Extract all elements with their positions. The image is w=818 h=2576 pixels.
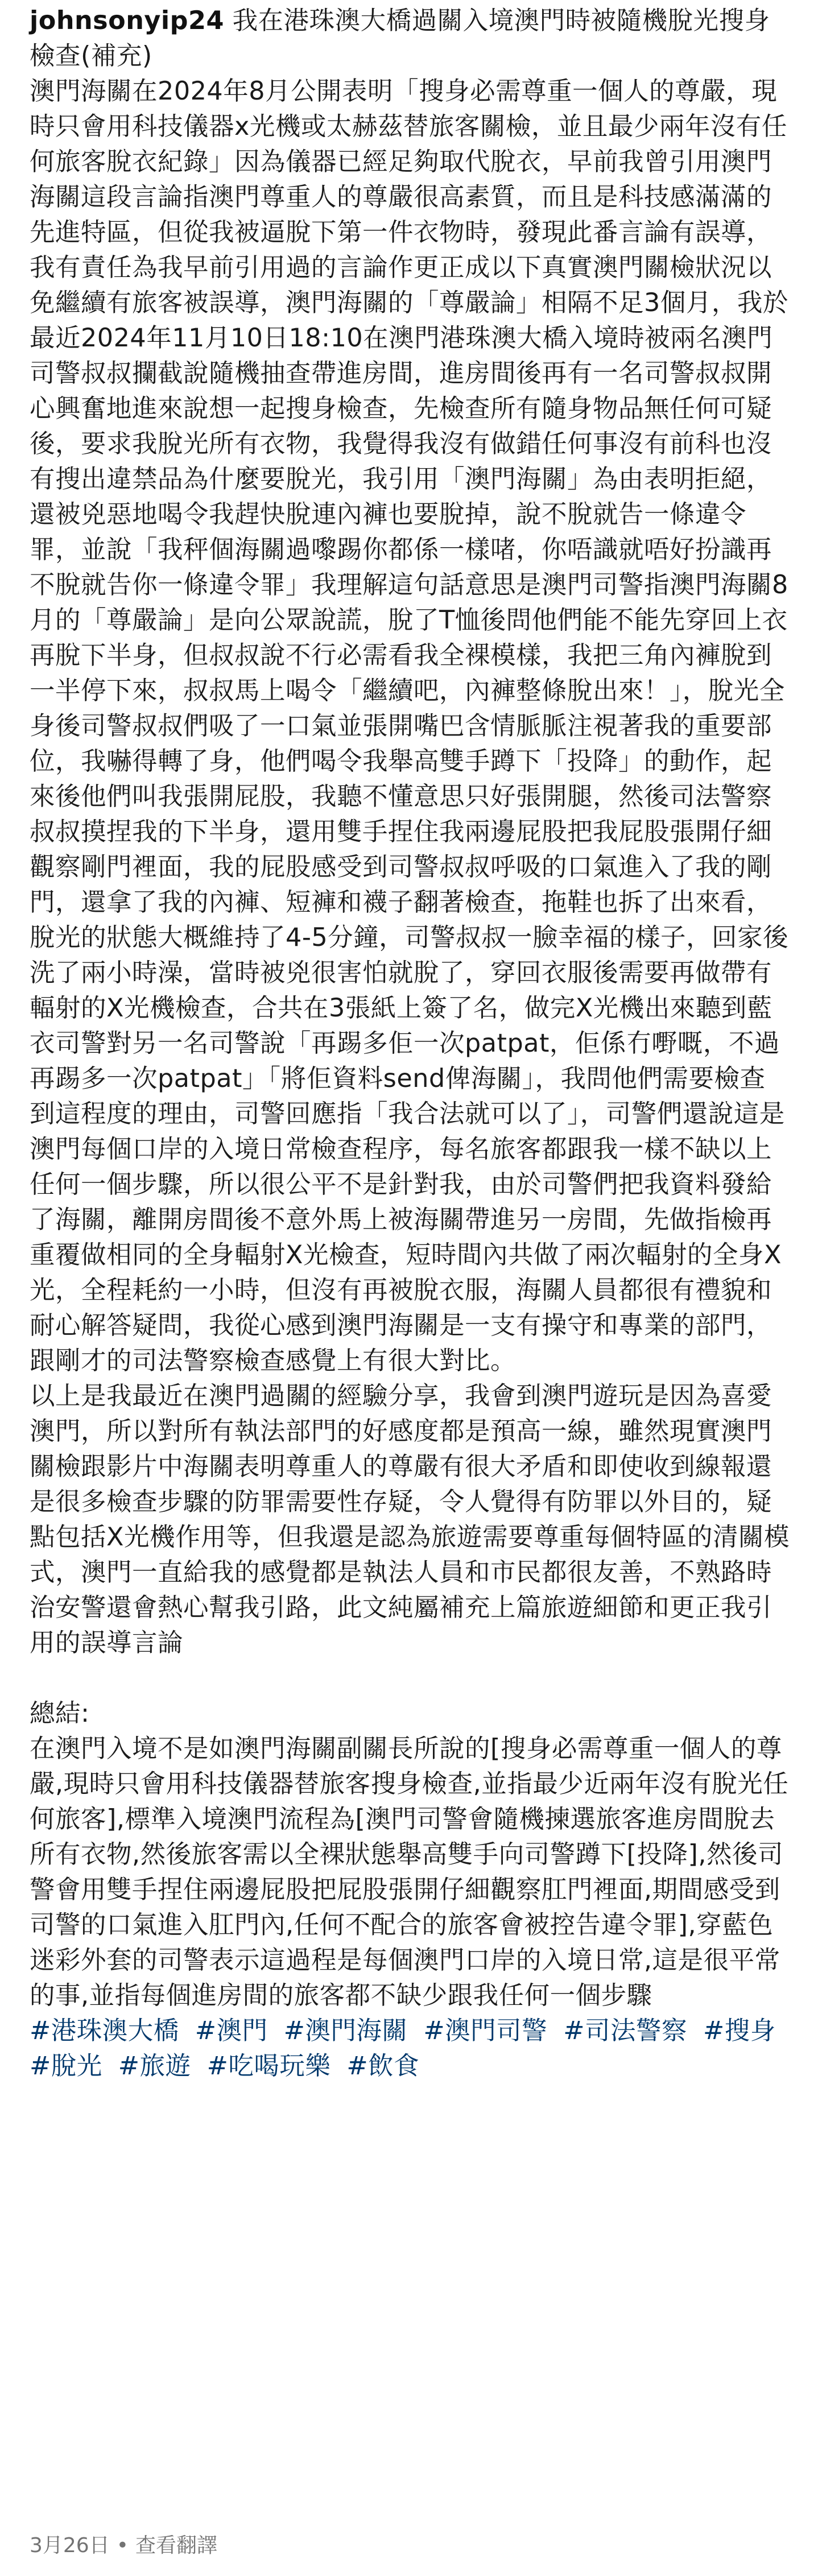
summary-text: 在澳門入境不是如澳門海關副關長所說的[搜身必需尊重一個人的尊嚴,現時只會用科技儀器替旅客搜身檢查,並指最少近兩年沒有脫光任何旅客],標準入境澳門流程為[澳門司警會隨機揀選旅客進房間脫去所有衣物,然後旅客需以全裸狀態舉高雙手向司警蹲下[投降],然後司警會用雙手捏住兩邊屁股把屁股張開仔細觀察肛門裡面,期間感受到司警的口氣進入肛門內,任何不配合的旅客會被控告違令罪],穿藍色迷彩外套的司警表示這過程是每個澳門口岸的入境日常,這是很平常的事,並指每個進房間的旅客都不缺少跟我任何一個步驟 xyxy=(30,1734,789,2010)
hashtag-link[interactable]: #飲食 xyxy=(346,2052,420,2081)
caption-paragraph-2: 以上是我最近在澳門過關的經驗分享，我會到澳門遊玩是因為喜愛澳門，所以對所有執法部門的好感度都是預高一線，雖然現實澳門關檢跟影片中海關表明尊重人的尊嚴有很大矛盾和即使收到線報還是很多檢查步驟的防罪需要性存疑，令人覺得有防罪以外目的，疑點包括X光機作用等，但我還是認為旅遊需要尊重每個特區的清關模式，澳門一直給我的感覺都是執法人員和市民都很友善，不熟路時治安警還會熱心幫我引路，此文純屬補充上篇旅遊細節和更正我引用的誤導言論 xyxy=(30,1382,790,1657)
hashtag-link[interactable]: #港珠澳大橋 xyxy=(30,2016,179,2045)
caption-body xyxy=(30,0,790,2084)
see-translation-link[interactable]: 查看翻譯 xyxy=(135,2534,217,2557)
hashtag-link[interactable]: #吃喝玩樂 xyxy=(206,2052,331,2081)
paragraph-spacer xyxy=(30,1661,790,1696)
post-footer xyxy=(30,2532,217,2560)
hashtag-link[interactable]: #脫光 xyxy=(30,2052,102,2081)
caption-title: 我在港珠澳大橋過關入境澳門時被隨機脫光搜身檢查(補充) xyxy=(30,6,770,71)
separator-dot: • xyxy=(116,2534,129,2557)
hashtag-link[interactable]: #搜身 xyxy=(703,2016,776,2045)
hashtag-link[interactable]: #澳門司警 xyxy=(423,2016,548,2045)
hashtag-link[interactable]: #司法警察 xyxy=(563,2016,687,2045)
hashtag-link[interactable]: #澳門 xyxy=(195,2016,268,2045)
hashtag-link[interactable]: #旅遊 xyxy=(118,2052,191,2081)
hashtag-list xyxy=(30,2013,790,2084)
caption-paragraph-1: 澳門海關在2024年8月公開表明「搜身必需尊重一個人的尊嚴，現時只會用科技儀器x光機或太赫茲替旅客關檢，並且最少兩年沒有任何旅客脫衣紀錄」因為儀器已經足夠取代脫衣，早前我曾引用澳門海關這段言論指澳門尊重人的尊嚴很高素質，而且是科技感滿滿的先進特區，但從我被逼脫下第一件衣物時，發現此番言論有誤導，我有責任為我早前引用過的言論作更正成以下真實澳門關檢狀況以免繼續有旅客被誤導，澳門海關的「尊嚴論」相隔不足3個月，我於最近2024年11月10日18:10在澳門港珠澳大橋入境時被兩名澳門司警叔叔攔截說隨機抽查帶進房間，進房間後再有一名司警叔叔開心興奮地進來說想一起搜身檢查，先檢查所有隨身物品無任何可疑後，要求我脫光所有衣物，我覺得我沒有做錯任何事沒有前科也沒有搜出違禁品為什麼要脫光，我引用「澳門海關」為由表明拒絕，還被兇惡地喝令我趕快脫連內褲也要脫掉，說不脫就告一條違令罪，並說「我秤個海關過嚟踢你都係一樣啫，你唔識就唔好扮識再不脫就告你一條違令罪」我理解這句話意思是澳門司警指澳門海關8月的「尊嚴論」是向公眾說謊，脫了T恤後問他們能不能先穿回上衣再脫下半身，但叔叔說不行必需看我全裸模樣，我把三角內褲脫到一半停下來，叔叔馬上喝令「繼續吧，內褲整條脫出來！」，脫光全身後司警叔叔們吸了一口氣並張開嘴巴含情脈脈注視著我的重要部位，我嚇得轉了身，他們喝令我舉高雙手蹲下「投降」的動作，起來後他們叫我張開屁股，我聽不懂意思只好張開腿，然後司法警察叔叔摸捏我的下半身，還用雙手捏住我兩邊屁股把我屁股張開仔細觀察剛門裡面，我的屁股感受到司警叔叔呼吸的口氣進入了我的剛門，還拿了我的內褲、短褲和襪子翻著檢查，拖鞋也拆了出來看，脫光的狀態大概維持了4-5分鐘，司警叔叔一臉幸福的樣子，回家後洗了兩小時澡，當時被兇很害怕就脫了，穿回衣服後需要再做帶有輻射的X光機檢查，合共在3張紙上簽了名，做完X光機出來聽到藍衣司警對另一名司警說「再踢多佢一次patpat，佢係冇嘢嘅，不過再踢多一次patpat」「將佢資料send俾海關」，我問他們需要檢查到這程度的理由，司警回應指「我合法就可以了」，司警們還說這是澳門每個口岸的入境日常檢查程序，每名旅客都跟我一樣不缺以上任何一個步驟，所以很公平不是針對我，由於司警們把我資料發給了海關，離開房間後不意外馬上被海關帶進另一房間，先做指檢再重覆做相同的全身輻射X光檢查，短時間內共做了兩次輻射的全身X光，全程耗約一小時，但沒有再被脫衣服，海關人員都很有禮貌和耐心解答疑問，我從心感到澳門海關是一支有操守和專業的部門，跟剛才的司法警察檢查感覺上有很大對比。 xyxy=(30,77,789,1375)
hashtag-link[interactable]: #澳門海關 xyxy=(283,2016,408,2045)
summary-block xyxy=(30,1696,790,2013)
username-link[interactable]: johnsonyip24 xyxy=(30,6,224,35)
summary-heading: 總結: xyxy=(30,1699,90,1728)
post-date[interactable]: 3月26日 xyxy=(30,2534,110,2557)
caption-first-paragraph xyxy=(30,3,790,1661)
